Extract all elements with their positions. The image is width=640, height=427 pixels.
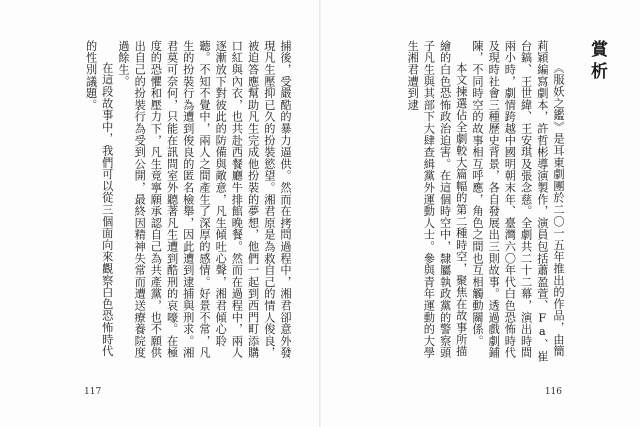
right-page-number: 116 bbox=[544, 387, 562, 397]
left-paragraph-2: 在這段故事中，我們可以從三個面向來觀察白色恐怖時代的性別議題。 bbox=[84, 40, 114, 358]
right-paragraph-2: 本文揀選佔全劇較大篇幅的第二種時空，聚焦在故事所描繪的白色恐怖政治迫害。在這個時空中，隸屬執政黨的警察頭子凡生與其部下大肆查緝黨外運動人士。參與青年運動的大學生湘君遭到逮 bbox=[406, 40, 468, 359]
right-page-body bbox=[352, 40, 566, 368]
right-paragraph-1: 《服妖之鑑》是耳東劇團於二〇一五年推出的作品，由簡莉穎編寫劇本，許哲彬導演製作，演員包括蕭盈萱、Fa、崔台鎬、王世緯、王安琪及張念慈。全劇共二十二幕，演出時間兩小時，劇情跨越中國明朝末年、臺灣六〇年代白色恐怖時代及現時社會三種歷史背景，各自發展出三則故事。透過戲劇鋪陳，不同時空的故事相互呼應，角色之間也互相觸動關係。 bbox=[470, 40, 565, 363]
left-page-number: 117 bbox=[84, 387, 102, 397]
section-heading: 賞析 bbox=[587, 40, 607, 84]
left-paragraph-1: 捕後，受嚴酷的暴力逼供。然而在拷問過程中，湘君卻意外發現凡生壓抑已久的扮裝慾望。湘君原是為救自己的情人俊良，被迫答應幫助凡生完成他扮裝的夢想，他們一起到西門町添購口紅與內衣，也共赴西餐廳牛排館晚餐。然而在過程中，兩人逐漸放下對彼此的防備與敵意，凡生傾吐心聲，湘君傾心聆聽。不知不覺中，兩人之間產生了深厚的感情。好景不常，凡生的扮裝行為遭到俊良的匿名檢舉，因此遭到逮捕與刑求。湘君莫可奈何，只能在訊問室外聽著凡生遭到酷刑的哀嚎。在極度的恐懼和壓力下，凡生竟寧願承認自己為共產黨，也不願供出自己的扮裝行為受到公開，最終因精神失常而遭送療養院度過餘生。 bbox=[116, 40, 292, 359]
left-page bbox=[0, 0, 319, 427]
right-page bbox=[321, 0, 640, 427]
left-page-body bbox=[31, 40, 293, 368]
